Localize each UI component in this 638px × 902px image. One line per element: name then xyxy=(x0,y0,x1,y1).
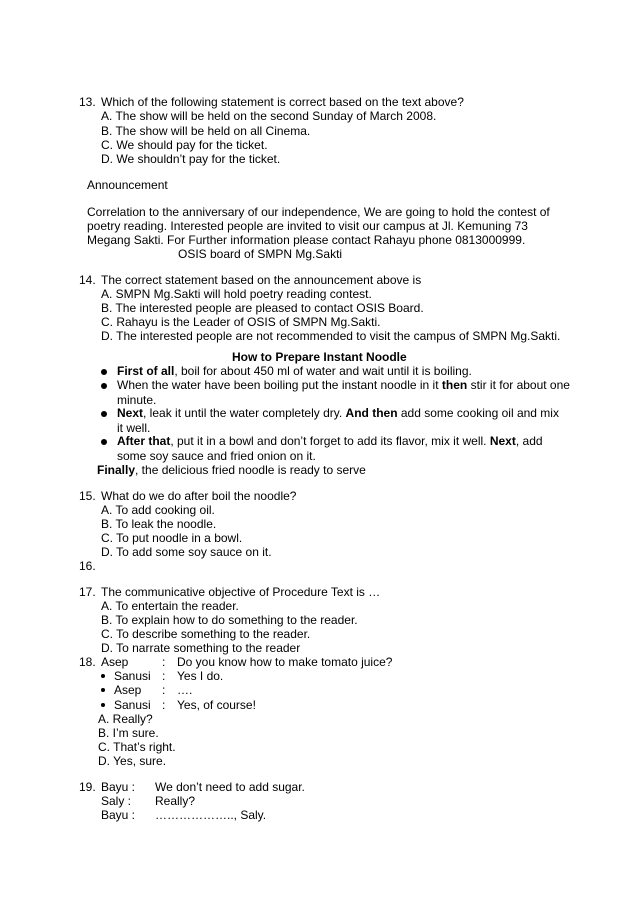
option-b: B. I’m sure. xyxy=(98,726,159,740)
option-a: A. To entertain the reader. xyxy=(101,599,239,613)
option-d: D. Yes, sure. xyxy=(98,754,167,768)
bullet-icon xyxy=(101,439,107,445)
bullet-icon xyxy=(101,369,107,375)
option-d: D. To add some soy sauce on it. xyxy=(101,545,272,559)
question-number: 13. xyxy=(79,95,96,109)
announcement-line: Correlation to the anniversary of our independence, We are going to hold the contest of xyxy=(87,205,550,219)
dialogue-line: …. xyxy=(177,683,193,697)
procedure-step-continued: some soy sauce and fried onion on it. xyxy=(117,449,316,463)
dialogue-speaker: Saly : xyxy=(101,794,132,808)
option-a: A. To add cooking oil. xyxy=(101,503,215,517)
dialogue-speaker: Asep xyxy=(114,683,142,697)
dialogue-line: We don’t need to add sugar. xyxy=(155,780,305,794)
dialogue-line: Yes, of course! xyxy=(177,698,256,712)
option-d: D. To narrate something to the reader xyxy=(101,641,301,655)
dialogue-line: ……………….., Saly. xyxy=(155,808,267,822)
announcement-line: poetry reading. Interested people are invited to visit our campus at Jl. Kemuning 73 xyxy=(87,219,528,233)
option-d: D. The interested people are not recommended to visit the campus of SMPN Mg.Sakti. xyxy=(101,329,561,343)
bullet-icon xyxy=(101,411,107,417)
bullet-icon xyxy=(101,383,107,389)
option-c: C. To put noodle in a bowl. xyxy=(101,531,243,545)
option-b: B. To leak the noodle. xyxy=(101,517,217,531)
question-stem: What do we do after boil the noodle? xyxy=(101,489,297,503)
procedure-step: When the water have been boiling put the instant noodle in it then stir it for about one xyxy=(117,378,570,392)
dialogue-speaker: Bayu : xyxy=(101,780,136,794)
bullet-icon xyxy=(101,688,105,692)
bullet-icon xyxy=(101,703,105,707)
announcement-signature: OSIS board of SMPN Mg.Sakti xyxy=(178,247,343,261)
option-d: D. We shouldn’t pay for the ticket. xyxy=(101,152,281,166)
question-number: 17. xyxy=(79,585,96,599)
procedure-step: Next, leak it until the water completely dry. And then add some cooking oil and mix xyxy=(117,406,559,420)
announcement-title: Announcement xyxy=(87,178,168,192)
procedure-step-continued: it well. xyxy=(117,421,151,435)
option-c: C. Rahayu is the Leader of OSIS of SMPN Mg.Sakti. xyxy=(101,315,381,329)
dialogue-colon: : xyxy=(162,698,166,712)
option-c: C. We should pay for the ticket. xyxy=(101,138,268,152)
dialogue-colon: : xyxy=(162,669,166,683)
option-b: B. The show will be held on all Cinema. xyxy=(101,124,311,138)
announcement-line: Megang Sakti. For Further information please contact Rahayu phone 0813000999. xyxy=(87,233,526,247)
option-c: C. To describe something to the reader. xyxy=(101,627,311,641)
dialogue-speaker: Bayu : xyxy=(101,808,136,822)
dialogue-line: Do you know how to make tomato juice? xyxy=(177,655,393,669)
question-number: 15. xyxy=(79,489,96,503)
option-a: A. Really? xyxy=(98,712,153,726)
dialogue-speaker: Sanusi xyxy=(114,698,151,712)
procedure-final: Finally, the delicious fried noodle is ready to serve xyxy=(97,463,366,477)
dialogue-line: Really? xyxy=(155,794,196,808)
option-a: A. SMPN Mg.Sakti will hold poetry reading contest. xyxy=(101,287,372,301)
dialogue-speaker: Sanusi xyxy=(114,669,151,683)
question-number: 19. xyxy=(79,780,96,794)
dialogue-colon: : xyxy=(162,655,166,669)
procedure-step-continued: minute. xyxy=(117,393,157,407)
option-a: A. The show will be held on the second Sunday of March 2008. xyxy=(101,109,437,123)
option-b: B. To explain how to do something to the reader. xyxy=(101,613,358,627)
procedure-step: First of all, boil for about 450 ml of water and wait until it is boiling. xyxy=(117,364,472,378)
dialogue-speaker: Asep xyxy=(101,655,129,669)
question-stem: Which of the following statement is correct based on the text above? xyxy=(101,95,464,109)
bullet-icon xyxy=(101,674,105,678)
question-number: 14. xyxy=(79,273,96,287)
dialogue-colon: : xyxy=(162,683,166,697)
question-number: 18. xyxy=(79,655,96,669)
question-stem: The communicative objective of Procedure Text is … xyxy=(101,585,381,599)
option-b: B. The interested people are pleased to contact OSIS Board. xyxy=(101,301,424,315)
option-c: C. That’s right. xyxy=(98,740,176,754)
dialogue-line: Yes I do. xyxy=(177,669,224,683)
procedure-title: How to Prepare Instant Noodle xyxy=(232,350,407,364)
question-16-number: 16. xyxy=(79,559,96,573)
question-stem: The correct statement based on the announcement above is xyxy=(101,273,422,287)
procedure-step: After that, put it in a bowl and don’t forget to add its flavor, mix it well. Next, add xyxy=(117,434,543,448)
